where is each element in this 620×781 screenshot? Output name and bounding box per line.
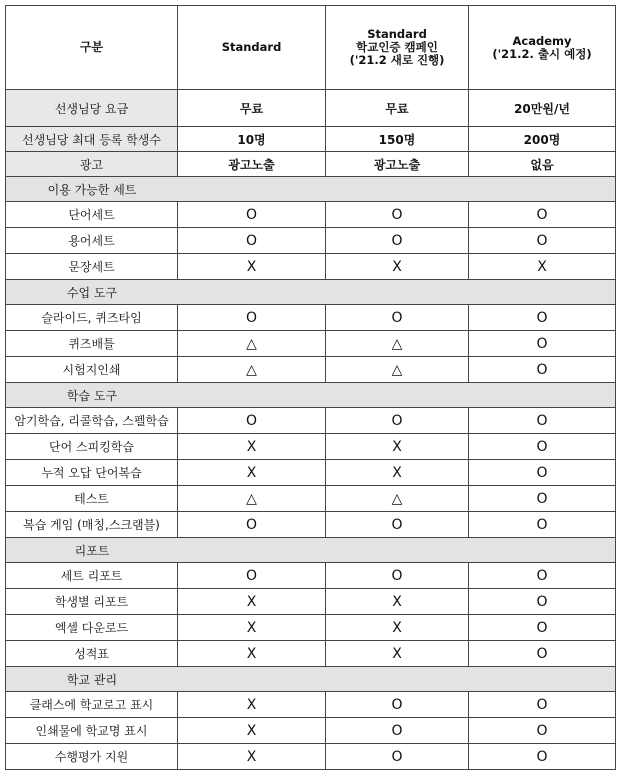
plan-value: 20만원/년 [469, 90, 616, 127]
feature-label: 시험지인쇄 [6, 357, 178, 383]
feature-label: 복습 게임 (매칭,스크램블) [6, 512, 178, 538]
plan-value: 10명 [178, 127, 326, 152]
feature-row [6, 202, 616, 228]
feature-availability-mark: O [469, 331, 616, 357]
feature-row [6, 589, 616, 615]
feature-availability-mark: X [178, 692, 326, 718]
feature-availability-mark: O [469, 512, 616, 538]
feature-availability-mark: △ [326, 357, 469, 383]
pricing-comparison-table [5, 5, 616, 770]
feature-availability-mark: O [178, 305, 326, 331]
feature-availability-mark: O [178, 563, 326, 589]
feature-availability-mark: X [178, 254, 326, 280]
plan-value: 200명 [469, 127, 616, 152]
feature-availability-mark: X [178, 641, 326, 667]
plan-value: 무료 [178, 90, 326, 127]
feature-label: 테스트 [6, 486, 178, 512]
feature-availability-mark: O [326, 744, 469, 770]
row-label: 선생님당 최대 등록 학생수 [6, 127, 178, 152]
feature-row [6, 692, 616, 718]
plan-header-line: 학교인증 캠페인 [356, 40, 438, 54]
feature-availability-mark: X [178, 460, 326, 486]
feature-row [6, 254, 616, 280]
feature-availability-mark: O [469, 718, 616, 744]
feature-availability-mark: O [178, 408, 326, 434]
feature-label: 클래스에 학교로고 표시 [6, 692, 178, 718]
feature-row [6, 408, 616, 434]
feature-availability-mark: O [469, 744, 616, 770]
feature-availability-mark: O [469, 692, 616, 718]
table-body [6, 6, 616, 770]
section-title: 수업 도구 [66, 285, 118, 300]
plan-standard-header [178, 6, 326, 90]
plan-header-line: ('21.2. 출시 예정) [492, 46, 592, 61]
feature-availability-mark: O [326, 512, 469, 538]
feature-availability-mark: O [469, 641, 616, 667]
feature-availability-mark: O [469, 563, 616, 589]
feature-availability-mark: O [469, 202, 616, 228]
feature-label: 용어세트 [6, 228, 178, 254]
plan-value: 광고노출 [178, 152, 326, 177]
section-title: 학습 도구 [66, 388, 118, 403]
feature-availability-mark: △ [178, 357, 326, 383]
feature-availability-mark: O [469, 357, 616, 383]
feature-availability-mark: O [469, 228, 616, 254]
feature-row [6, 357, 616, 383]
section-header-cell [6, 280, 616, 305]
feature-availability-mark: X [469, 254, 616, 280]
plan-value: 150명 [326, 127, 469, 152]
plan-header-line: Academy [512, 33, 572, 48]
feature-row [6, 744, 616, 770]
feature-row [6, 305, 616, 331]
feature-availability-mark: △ [178, 486, 326, 512]
feature-label: 단어세트 [6, 202, 178, 228]
feature-label: 누적 오답 단어복습 [6, 460, 178, 486]
feature-availability-mark: O [469, 434, 616, 460]
feature-label: 암기학습, 리콜학습, 스펠학습 [6, 408, 178, 434]
section-header-row [6, 383, 616, 408]
section-title: 리포트 [74, 543, 110, 558]
feature-availability-mark: O [326, 408, 469, 434]
section-title: 학교 관리 [66, 672, 118, 687]
feature-availability-mark: △ [326, 331, 469, 357]
feature-label: 문장세트 [6, 254, 178, 280]
feature-availability-mark: X [326, 641, 469, 667]
row-label: 선생님당 요금 [6, 90, 178, 127]
feature-availability-mark: X [326, 434, 469, 460]
feature-availability-mark: O [469, 305, 616, 331]
feature-row [6, 563, 616, 589]
feature-availability-mark: O [326, 228, 469, 254]
section-title: 이용 가능한 세트 [47, 182, 137, 197]
feature-availability-mark: O [326, 563, 469, 589]
section-header-row [6, 667, 616, 692]
feature-availability-mark: O [326, 718, 469, 744]
plan-header-line: Standard [221, 40, 282, 54]
feature-availability-mark: O [469, 589, 616, 615]
feature-row [6, 434, 616, 460]
feature-label: 단어 스피킹학습 [6, 434, 178, 460]
feature-availability-mark: O [326, 692, 469, 718]
feature-availability-mark: △ [178, 331, 326, 357]
plan-value: 광고노출 [326, 152, 469, 177]
summary-row [6, 152, 616, 177]
section-header-cell [6, 383, 616, 408]
header-label-cell: 구분 [6, 6, 178, 90]
section-header-cell [6, 177, 616, 202]
feature-availability-mark: O [469, 408, 616, 434]
feature-availability-mark: O [178, 202, 326, 228]
plan-value: 없음 [469, 152, 616, 177]
plan-header-line: Standard [367, 27, 427, 41]
plan-campaign-header [326, 6, 469, 90]
feature-availability-mark: X [326, 254, 469, 280]
feature-availability-mark: X [326, 615, 469, 641]
feature-label: 슬라이드, 퀴즈타임 [6, 305, 178, 331]
plan-academy-header [469, 6, 616, 90]
section-header-cell [6, 538, 616, 563]
section-header-row [6, 538, 616, 563]
table-header-row [6, 6, 616, 90]
feature-availability-mark: X [178, 718, 326, 744]
feature-row [6, 486, 616, 512]
section-header-row [6, 280, 616, 305]
feature-availability-mark: O [178, 228, 326, 254]
plan-value: 무료 [326, 90, 469, 127]
feature-availability-mark: X [178, 744, 326, 770]
feature-label: 수행평가 지원 [6, 744, 178, 770]
feature-label: 학생별 리포트 [6, 589, 178, 615]
feature-row [6, 641, 616, 667]
feature-availability-mark: X [326, 589, 469, 615]
section-header-cell [6, 667, 616, 692]
feature-row [6, 512, 616, 538]
feature-label: 인쇄물에 학교명 표시 [6, 718, 178, 744]
feature-row [6, 228, 616, 254]
feature-availability-mark: O [469, 615, 616, 641]
summary-row [6, 90, 616, 127]
feature-label: 엑셀 다운로드 [6, 615, 178, 641]
feature-availability-mark: △ [326, 486, 469, 512]
feature-availability-mark: X [178, 589, 326, 615]
feature-label: 세트 리포트 [6, 563, 178, 589]
feature-label: 성적표 [6, 641, 178, 667]
feature-row [6, 460, 616, 486]
feature-row [6, 615, 616, 641]
feature-availability-mark: O [326, 202, 469, 228]
feature-availability-mark: O [469, 460, 616, 486]
feature-availability-mark: X [326, 460, 469, 486]
feature-availability-mark: O [326, 305, 469, 331]
feature-availability-mark: X [178, 615, 326, 641]
summary-row [6, 127, 616, 152]
feature-row [6, 331, 616, 357]
feature-label: 퀴즈배틀 [6, 331, 178, 357]
feature-row [6, 718, 616, 744]
row-label: 광고 [6, 152, 178, 177]
section-header-row [6, 177, 616, 202]
feature-availability-mark: X [178, 434, 326, 460]
feature-availability-mark: O [469, 486, 616, 512]
feature-availability-mark: O [178, 512, 326, 538]
plan-header-line: ('21.2 새로 진행) [349, 53, 445, 67]
